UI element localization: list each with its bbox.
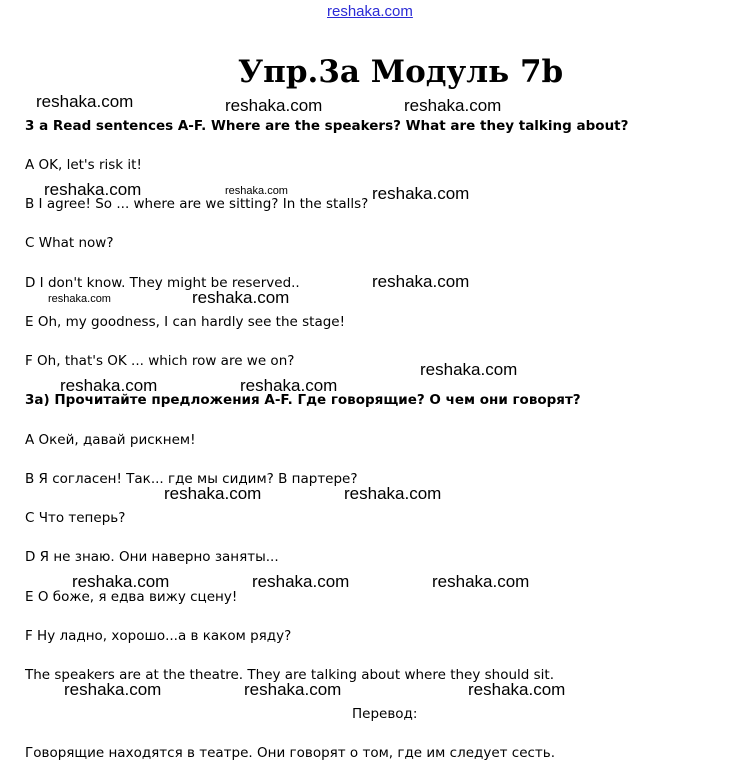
answer-russian: Говорящие находятся в театре. Они говорят о том, где им следует сесть. [25, 745, 556, 761]
english-sentence-e: E Oh, my goodness, I can hardly see the stage! [25, 314, 346, 330]
watermark: reshaka.com [36, 92, 134, 111]
english-heading: 3 a Read sentences A-F. Where are the speakers? What are they talking about? [25, 118, 629, 134]
watermark: reshaka.com [252, 572, 350, 591]
watermark: reshaka.com [372, 272, 470, 291]
watermark: reshaka.com [420, 360, 518, 379]
russian-sentence-f: F Ну ладно, хорошо...а в каком ряду? [25, 628, 292, 644]
translation-label: Перевод: [352, 706, 418, 722]
watermark: reshaka.com [164, 484, 262, 503]
english-sentence-d: D I don't know. They might be reserved.. [25, 275, 300, 291]
english-sentence-a: A OK, let's risk it! [25, 157, 142, 173]
english-sentence-c: C What now? [25, 235, 114, 251]
watermark: reshaka.com [432, 572, 530, 591]
russian-sentence-b: B Я согласен! Так... где мы сидим? В партере? [25, 471, 358, 487]
watermark: reshaka.com [64, 680, 162, 699]
russian-sentence-c: C Что теперь? [25, 510, 126, 526]
russian-sentence-d: D Я не знаю. Они наверно заняты... [25, 549, 279, 565]
page-title: Упр.3a Модуль 7b [238, 54, 564, 90]
answer-english: The speakers are at the theatre. They are talking about where they should sit. [25, 667, 555, 683]
watermark: reshaka.com [240, 376, 338, 395]
watermark: reshaka.com [60, 376, 158, 395]
english-sentence-f: F Oh, that's OK ... which row are we on? [25, 353, 295, 369]
watermark: reshaka.com [404, 96, 502, 115]
watermark: reshaka.com [225, 96, 323, 115]
watermark: reshaka.com [468, 680, 566, 699]
watermark-small: reshaka.com [48, 293, 111, 305]
watermark: reshaka.com [44, 180, 142, 199]
watermark: reshaka.com [72, 572, 170, 591]
russian-sentence-e: E О боже, я едва вижу сцену! [25, 589, 238, 605]
watermark: reshaka.com [344, 484, 442, 503]
russian-sentence-a: A Окей, давай рискнем! [25, 432, 196, 448]
watermark: reshaka.com [192, 288, 290, 307]
watermark: reshaka.com [244, 680, 342, 699]
site-link[interactable]: reshaka.com [327, 3, 413, 20]
english-sentence-b: B I agree! So ... where are we sitting? In the stalls? [25, 196, 369, 212]
russian-heading: 3а) Прочитайте предложения A-F. Где говорящие? О чем они говорят? [25, 392, 581, 408]
watermark-small: reshaka.com [225, 185, 288, 197]
watermark: reshaka.com [372, 184, 470, 203]
